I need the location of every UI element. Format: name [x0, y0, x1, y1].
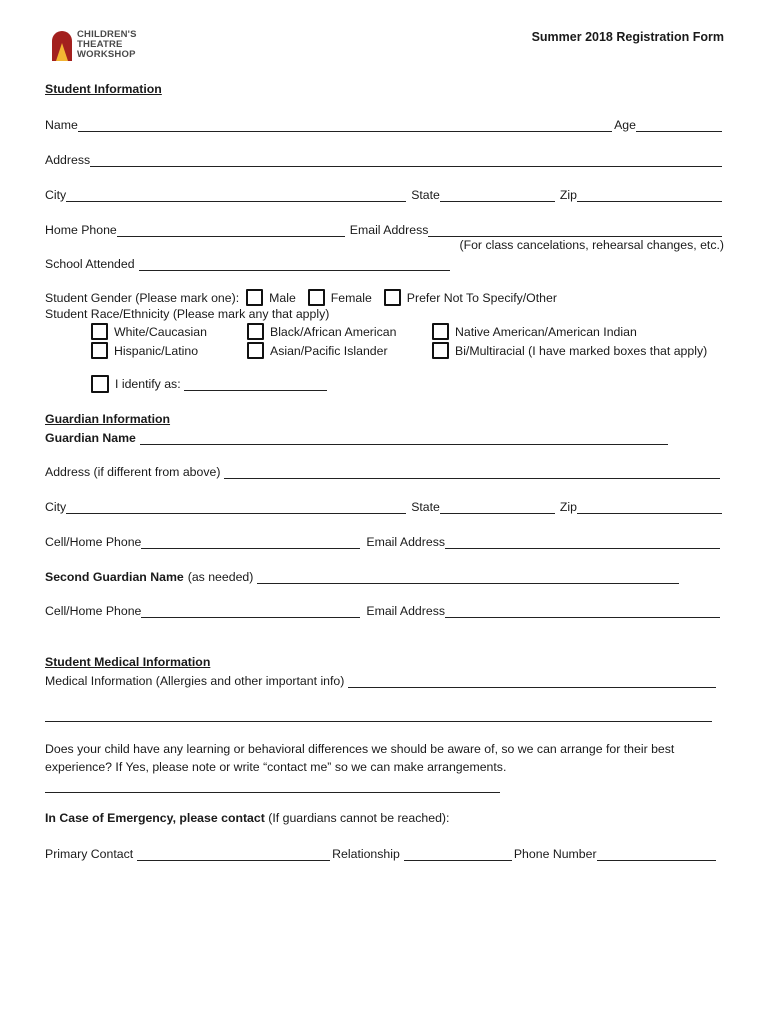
relationship-field[interactable]	[404, 848, 512, 861]
gender-female-label: Female	[330, 290, 372, 305]
address-label: Address	[45, 153, 91, 167]
emergency-heading-note: (If guardians cannot be reached):	[268, 811, 450, 825]
learning-answer-row	[45, 777, 502, 793]
guardian2-phone-label: Cell/Home Phone	[45, 604, 142, 618]
email-field[interactable]	[428, 224, 722, 237]
race-hispanic-label: Hispanic/Latino	[114, 343, 199, 358]
phone-number-field[interactable]	[597, 848, 716, 861]
school-field[interactable]	[139, 258, 450, 271]
guardian2-phone-field[interactable]	[141, 605, 360, 618]
home-phone-label: Home Phone	[45, 223, 117, 237]
student-name-row	[45, 116, 724, 132]
emergency-heading	[45, 811, 449, 825]
school-row	[45, 255, 452, 271]
second-guardian-field[interactable]	[257, 571, 679, 584]
logo-line-2: THEATRE	[77, 39, 123, 50]
guardian-state-field[interactable]	[440, 501, 555, 514]
race-label: Student Race/Ethnicity (Please mark any that apply)	[45, 307, 330, 321]
medical-info-heading: Student Medical Information	[45, 655, 211, 669]
guardian-state-label: State	[411, 500, 440, 514]
name-field[interactable]	[78, 119, 612, 132]
identify-field[interactable]	[184, 378, 327, 391]
relationship-label: Relationship	[332, 847, 400, 861]
medical-extra-row	[45, 706, 714, 722]
logo-line-1: CHILDREN'S	[77, 29, 137, 40]
guardian-address-field[interactable]	[224, 466, 720, 479]
theatre-logo	[51, 29, 141, 65]
gender-male-checkbox[interactable]	[246, 289, 263, 306]
race-option-black[interactable]	[247, 323, 396, 340]
state-label: State	[411, 188, 440, 202]
race-option-hispanic[interactable]	[91, 342, 198, 359]
guardian-city-row	[45, 498, 724, 514]
learning-question-line-2: experience? If Yes, please note or write “contact me” so we can make arrangements.	[45, 760, 507, 774]
zip-field[interactable]	[577, 189, 722, 202]
student-info-heading: Student Information	[45, 82, 162, 96]
email-label: Email Address	[349, 223, 429, 237]
race-black-label: Black/African American	[270, 324, 397, 339]
primary-contact-label: Primary Contact	[45, 847, 134, 861]
second-guardian-row	[45, 568, 681, 584]
race-native-label: Native American/American Indian	[455, 324, 637, 339]
guardian-address-row	[45, 463, 722, 479]
guardian-address-label: Address (if different from above)	[45, 465, 221, 479]
home-phone-field[interactable]	[117, 224, 345, 237]
guardian-email-label: Email Address	[366, 535, 445, 549]
student-phone-row	[45, 221, 724, 237]
emergency-heading-bold: In Case of Emergency, please contact	[45, 811, 265, 825]
guardian-phone-row	[45, 533, 722, 549]
guardian2-email-field[interactable]	[445, 605, 720, 618]
identify-checkbox[interactable]	[91, 375, 109, 393]
school-label: School Attended	[45, 257, 135, 271]
city-field[interactable]	[66, 189, 406, 202]
learning-answer-field[interactable]	[45, 780, 500, 793]
gender-row	[45, 289, 557, 306]
guardian-phone-field[interactable]	[141, 536, 360, 549]
guardian-name-label: Guardian Name	[45, 431, 136, 445]
race-option-asian[interactable]	[247, 342, 388, 359]
guardian-name-field[interactable]	[140, 432, 668, 445]
medical-info-row	[45, 672, 718, 688]
age-label: Age	[614, 118, 636, 132]
logo-line-3: WORKSHOP	[77, 49, 136, 60]
identify-label: I identify as:	[115, 377, 181, 391]
race-asian-label: Asian/Pacific Islander	[270, 343, 388, 358]
gender-label: Student Gender (Please mark one):	[45, 290, 240, 305]
age-field[interactable]	[636, 119, 722, 132]
guardian-name-row	[45, 429, 670, 445]
race-asian-checkbox[interactable]	[247, 342, 264, 359]
phone-number-label: Phone Number	[513, 847, 597, 861]
address-field[interactable]	[90, 154, 722, 167]
race-native-checkbox[interactable]	[432, 323, 449, 340]
gender-male-label: Male	[269, 290, 296, 305]
guardian-phone-label: Cell/Home Phone	[45, 535, 142, 549]
race-white-checkbox[interactable]	[91, 323, 108, 340]
guardian-email-field[interactable]	[445, 536, 720, 549]
form-title: Summer 2018 Registration Form	[531, 30, 724, 44]
guardian-city-field[interactable]	[66, 501, 406, 514]
identify-row	[91, 375, 327, 393]
race-option-multiracial[interactable]	[432, 342, 707, 359]
primary-contact-field[interactable]	[137, 848, 330, 861]
name-label: Name	[45, 118, 78, 132]
race-white-label: White/Caucasian	[114, 324, 207, 339]
gender-female-checkbox[interactable]	[308, 289, 325, 306]
second-guardian-label: Second Guardian Name	[45, 570, 184, 584]
medical-info-field[interactable]	[348, 675, 716, 688]
second-guardian-note: (as needed)	[187, 570, 254, 584]
guardian-info-heading: Guardian Information	[45, 412, 171, 426]
race-black-checkbox[interactable]	[247, 323, 264, 340]
guardian-zip-field[interactable]	[577, 501, 722, 514]
race-multiracial-checkbox[interactable]	[432, 342, 449, 359]
race-option-native[interactable]	[432, 323, 637, 340]
city-label: City	[45, 188, 67, 202]
medical-info-label: Medical Information (Allergies and other important info)	[45, 674, 345, 688]
student-address-row	[45, 151, 724, 167]
guardian-zip-label: Zip	[559, 500, 577, 514]
guardian2-email-label: Email Address	[366, 604, 445, 618]
medical-extra-field[interactable]	[45, 709, 712, 722]
state-field[interactable]	[440, 189, 555, 202]
learning-question-line-1: Does your child have any learning or behavioral differences we should be aware of, so we can arrange for their best	[45, 742, 675, 756]
race-option-white[interactable]	[91, 323, 207, 340]
zip-label: Zip	[559, 188, 577, 202]
gender-other-label: Prefer Not To Specify/Other	[406, 290, 557, 305]
theatre-arch-icon	[51, 29, 73, 61]
guardian-city-label: City	[45, 500, 67, 514]
gender-other-checkbox[interactable]	[384, 289, 401, 306]
student-city-row	[45, 186, 724, 202]
race-multiracial-label: Bi/Multiracial (I have marked boxes that apply)	[455, 343, 708, 358]
email-note: (For class cancelations, rehearsal changes, etc.)	[459, 238, 724, 252]
primary-contact-row	[45, 845, 718, 861]
guardian2-phone-row	[45, 602, 722, 618]
race-hispanic-checkbox[interactable]	[91, 342, 108, 359]
